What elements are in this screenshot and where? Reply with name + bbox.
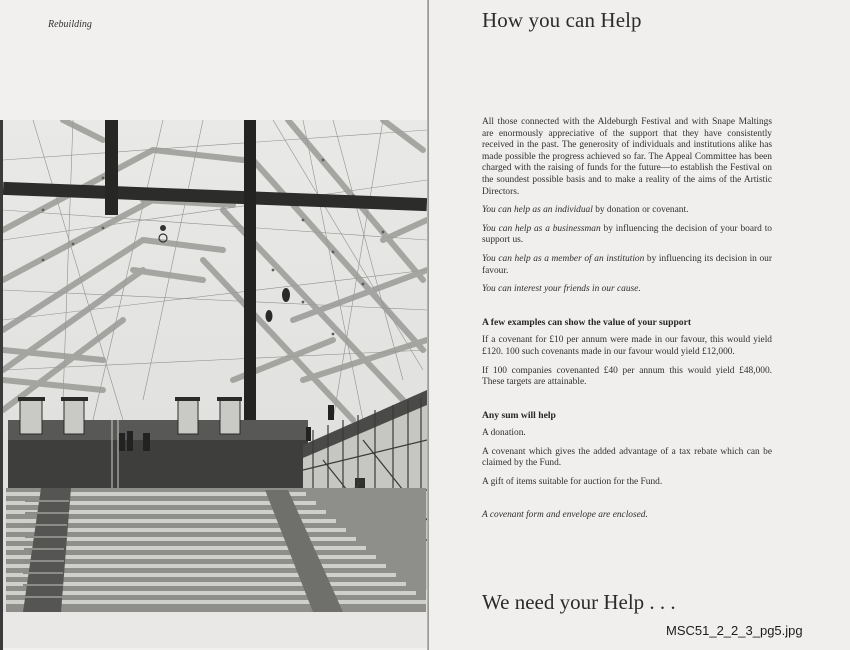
any-sum-item: A covenant which gives the added advantage of a tax rebate which can be claimed by the Fund. bbox=[482, 446, 772, 469]
page-margin bbox=[3, 612, 427, 648]
running-head: Rebuilding bbox=[48, 19, 92, 30]
footer-title: We need your Help . . . bbox=[482, 590, 676, 614]
help-way-rest: by influencing its decision in our favour. bbox=[482, 253, 772, 276]
construction-photo bbox=[3, 120, 427, 612]
example-item: If 100 companies covenanted £40 per annum this would yield £48,000. These targets are attainable. bbox=[482, 365, 772, 388]
example-item: If a covenant for £10 per annum were made in our favour, this would yield £120. 100 such covenants made in our favour would yield £12,000. bbox=[482, 335, 772, 357]
photo-illustration bbox=[3, 120, 427, 612]
help-way-individual bbox=[482, 205, 772, 217]
help-way-lead: You can interest your friends in our cause. bbox=[482, 284, 641, 295]
spacer bbox=[482, 496, 772, 510]
spacer bbox=[482, 396, 772, 410]
enclosure-note-text: A covenant form and envelope are enclosed. bbox=[482, 509, 648, 520]
help-way-lead: You can help as a businessman bbox=[482, 223, 601, 234]
body-text bbox=[482, 117, 772, 528]
help-way-rest: by donation or covenant. bbox=[592, 205, 689, 216]
help-way-businessman bbox=[482, 224, 772, 247]
filename-label: MSC51_2_2_3_pg5.jpg bbox=[666, 623, 803, 638]
intro-paragraph: All those connected with the Aldeburgh Festival and with Snape Maltings are enormously appreciative of the support that they have consistently received in the past. The generosity of individuals and institutions alike has made possible the progress achieved so far. The Appeal Committee has been charged with the raising of funds for the future—to establish the Festival on the soundest possible basis and to make a reality of the aims of the Artistic Directors. bbox=[482, 117, 772, 197]
page-title: How you can Help bbox=[482, 8, 642, 32]
help-way-rest: by influencing the decision of your board to support us. bbox=[482, 223, 772, 246]
any-sum-item: A donation. bbox=[482, 428, 526, 439]
right-page bbox=[429, 0, 850, 650]
any-sum-heading: Any sum will help bbox=[482, 409, 556, 421]
help-way-friends bbox=[482, 284, 772, 296]
enclosure-note bbox=[482, 510, 772, 522]
help-way-lead: You can help as an individual bbox=[482, 205, 593, 216]
help-way-lead: You can help as a member of an institution bbox=[482, 253, 645, 264]
any-sum-item: A gift of items suitable for auction for the Fund. bbox=[482, 477, 663, 488]
examples-heading: A few examples can show the value of your support bbox=[482, 316, 692, 328]
spacer bbox=[482, 303, 772, 317]
help-way-institution bbox=[482, 254, 772, 277]
